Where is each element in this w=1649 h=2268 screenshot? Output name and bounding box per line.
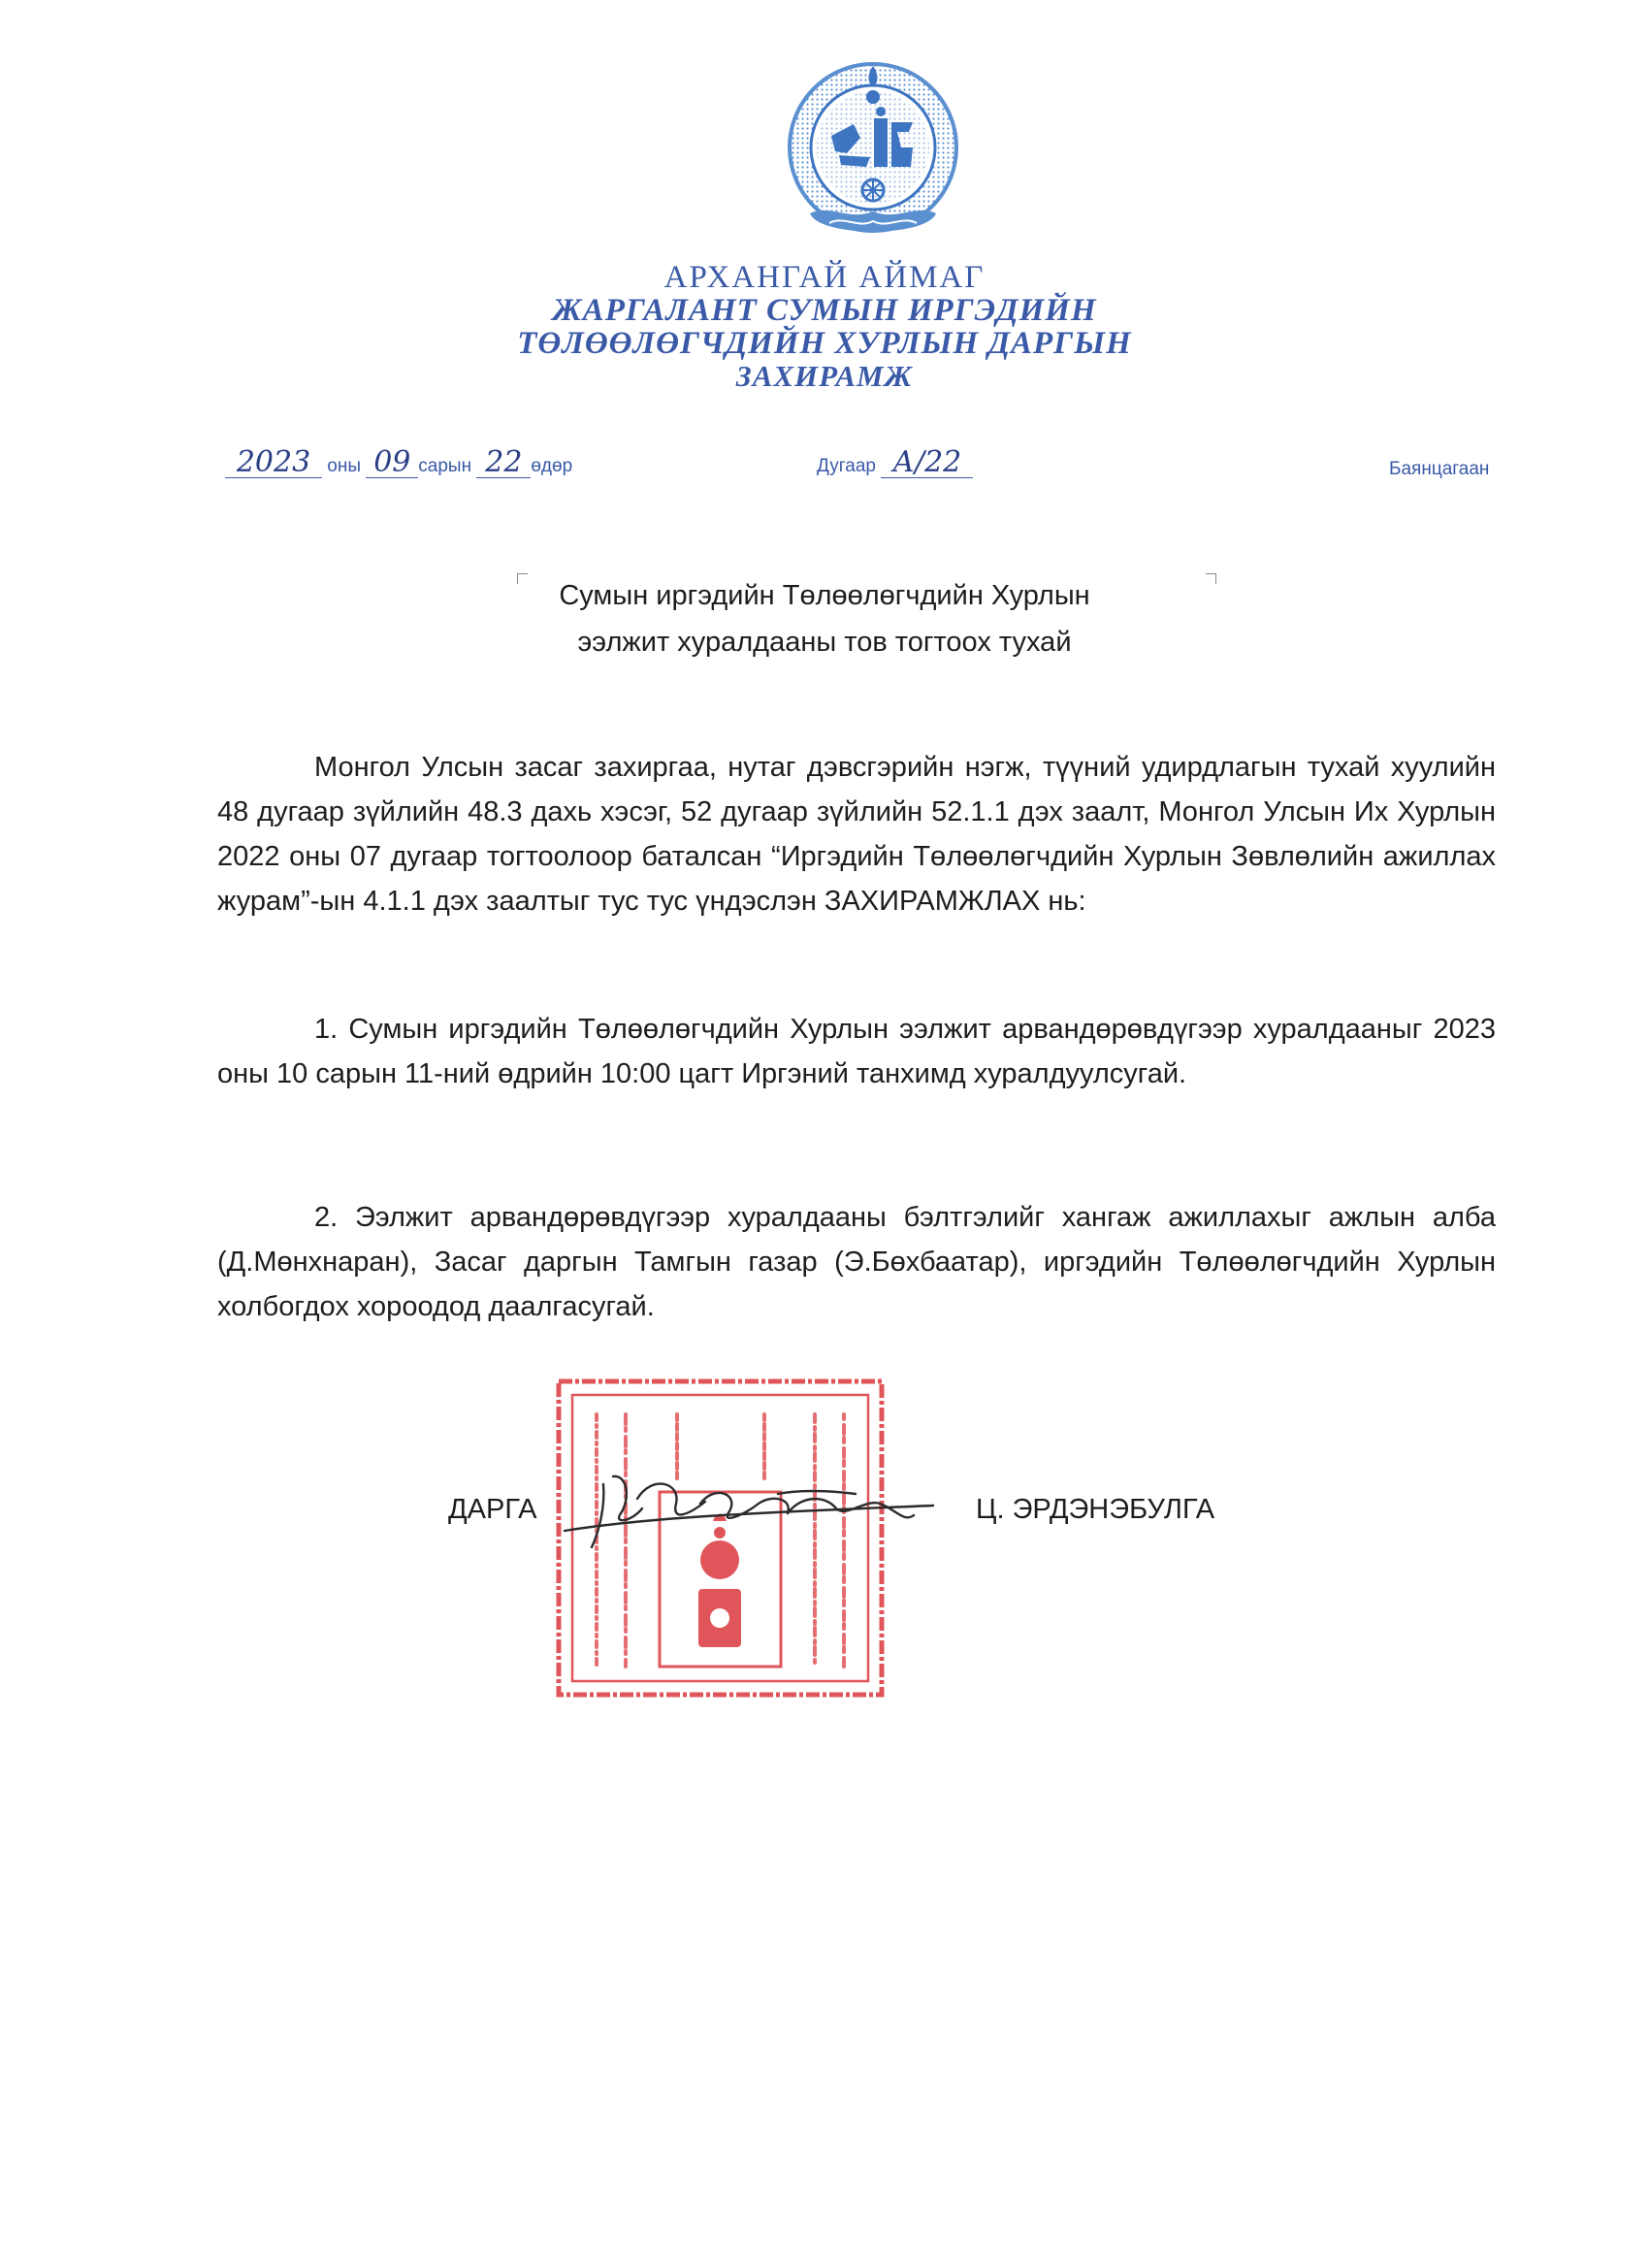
decision-item-1-text: 1. Сумын иргэдийн Төлөөлөгчдийн Хурлын ээлжит арвандөрөвдүгээр хуралдааныг 2023 оны 10 сарын 11-ний өдрийн 10:00 цагт Иргэний танхимд хуралдуулсугай. bbox=[217, 1014, 1496, 1089]
number-row bbox=[817, 445, 973, 487]
date-month-suffix: сарын bbox=[418, 456, 472, 476]
date-row bbox=[225, 445, 573, 487]
subject-line-1: Сумын иргэдийн Төлөөлөгчдийн Хурлын bbox=[559, 580, 1090, 611]
date-year: 2023 bbox=[225, 448, 322, 478]
preamble-text: Монгол Улсын засаг захиргаа, нутаг дэвсгэрийн нэгж, түүний удирдлагын тухай хуулийн 48 дугаар зүйлийн 48.3 дахь хэсэг, 52 дугаар зүйлийн 52.1.1 дэх заалт, Монгол Улсын Их Хурлын 2022 оны 07 дугаар тогтоолоор баталсан “Иргэдийн Төлөөлөгчдийн Хурлын Зөвлөлийн ажиллах журам”-ын 4.1.1 дэх заалтыг тус тус үндэслэн ЗАХИРАМЖЛАХ нь: bbox=[217, 752, 1496, 917]
header-khural: ТӨЛӨӨЛӨГЧДИЙН ХУРЛЫН ДАРГЫН bbox=[517, 326, 1132, 361]
signatory-name: Ц. ЭРДЭНЭБУЛГА bbox=[976, 1494, 1215, 1525]
decision-item-2-text: 2. Ээлжит арвандөрөвдүгээр хуралдааны бэлтгэлийг хангаж ажиллахыг ажлын алба (Д.Мөнхнаран), Засаг даргын Тамгын газар (Э.Бөхбаатар), иргэдийн Төлөөлөгчдийн Хурлын холбогдох хороодод даалгасугай. bbox=[217, 1202, 1496, 1322]
header-sum: ЖАРГАЛАНТ СУМЫН ИРГЭДИЙН bbox=[552, 293, 1097, 328]
header-doc-type: ЗАХИРАМЖ bbox=[735, 359, 914, 393]
date-year-suffix: оны bbox=[327, 456, 361, 476]
number-label: Дугаар bbox=[817, 456, 876, 476]
date-day-suffix: өдөр bbox=[531, 456, 573, 476]
header-aimag: АРХАНГАЙ АЙМАГ bbox=[663, 260, 986, 295]
place-name: Баянцагаан bbox=[1389, 459, 1490, 479]
date-month: 09 bbox=[366, 448, 418, 478]
handwritten-signature bbox=[545, 1455, 953, 1562]
signatory-title: ДАРГА bbox=[448, 1494, 537, 1525]
state-emblem-icon bbox=[781, 58, 965, 247]
document-number: А/22 bbox=[881, 448, 973, 478]
decision-item-2 bbox=[217, 1195, 1496, 1329]
decision-item-1 bbox=[217, 1007, 1496, 1096]
subject-line-2: ээлжит хуралдааны тов тогтоох тухай bbox=[577, 627, 1072, 658]
preamble-paragraph bbox=[217, 745, 1496, 923]
date-day: 22 bbox=[476, 448, 531, 478]
